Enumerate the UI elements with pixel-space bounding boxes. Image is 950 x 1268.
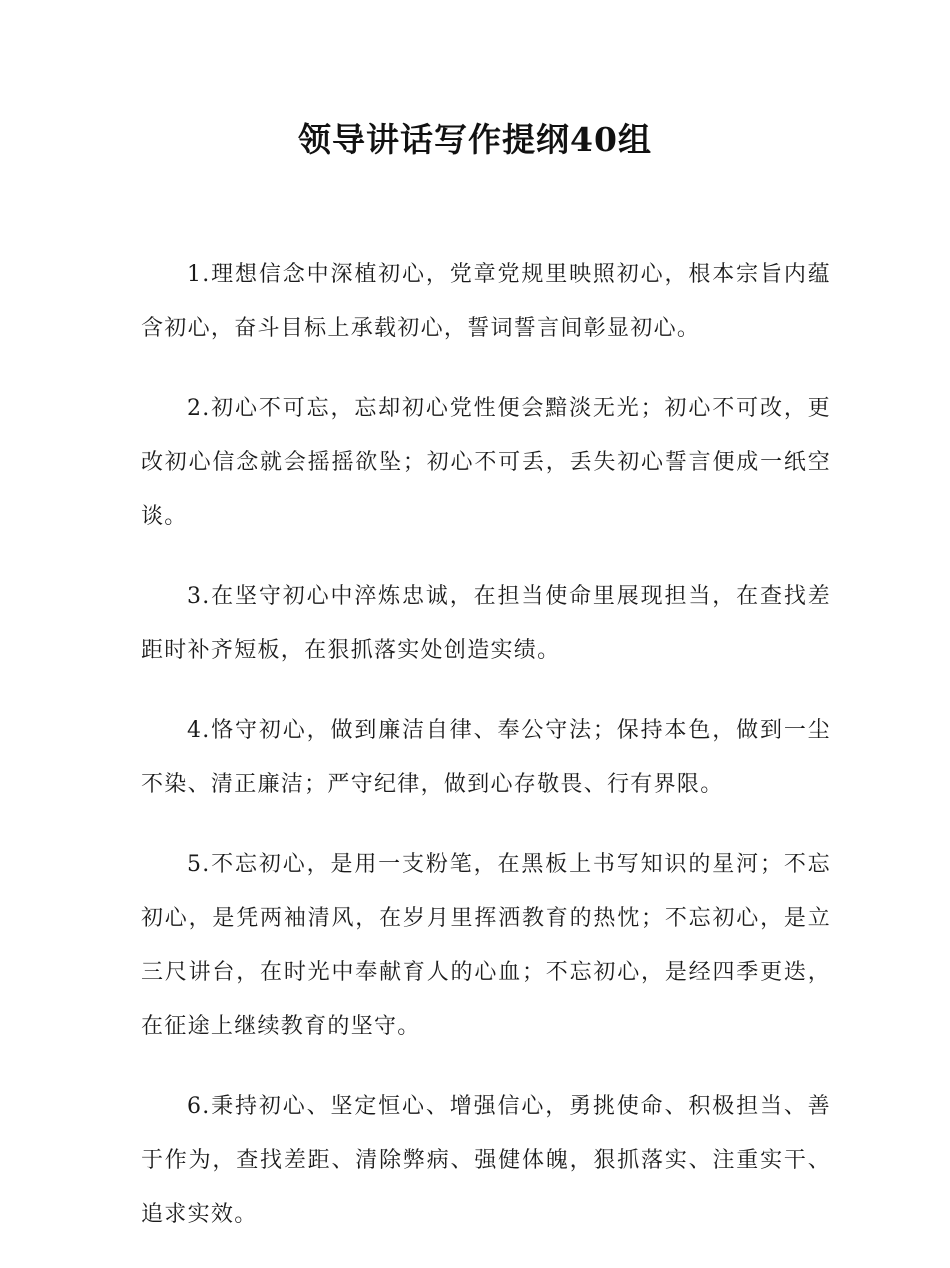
paragraph-1: 1.理想信念中深植初心，党章党规里映照初心，根本宗旨内蕴含初心，奋斗目标上承载初心，誓词誓言间彰显初心。 [141,262,831,341]
document-title: 领导讲话写作提纲40组 [298,120,652,159]
paragraph-3: 3.在坚守初心中淬炼忠诚，在担当使命里展现担当，在查找差距时补齐短板，在狠抓落实处创造实绩。 [141,584,831,663]
paragraph-2: 2.初心不可忘，忘却初心党性便会黯淡无光；初心不可改，更改初心信念就会摇摇欲坠；初心不可丢，丢失初心誓言便成一纸空谈。 [141,396,831,529]
paragraph-5: 5.不忘初心，是用一支粉笔，在黑板上书写知识的星河；不忘初心，是凭两袖清风，在岁月里挥洒教育的热忱；不忘初心，是立三尺讲台，在时光中奉献育人的心血；不忘初心，是经四季更迭，在征途上继续教育的坚守。 [141,852,831,1039]
paragraph-6: 6.秉持初心、坚定恒心、增强信心，勇挑使命、积极担当、善于作为，查找差距、清除弊病、强健体魄，狠抓落实、注重实干、追求实效。 [141,1094,831,1227]
paragraph-4: 4.恪守初心，做到廉洁自律、奉公守法；保持本色，做到一尘不染、清正廉洁；严守纪律，做到心存敬畏、行有界限。 [141,718,831,797]
document-body [141,248,831,1268]
